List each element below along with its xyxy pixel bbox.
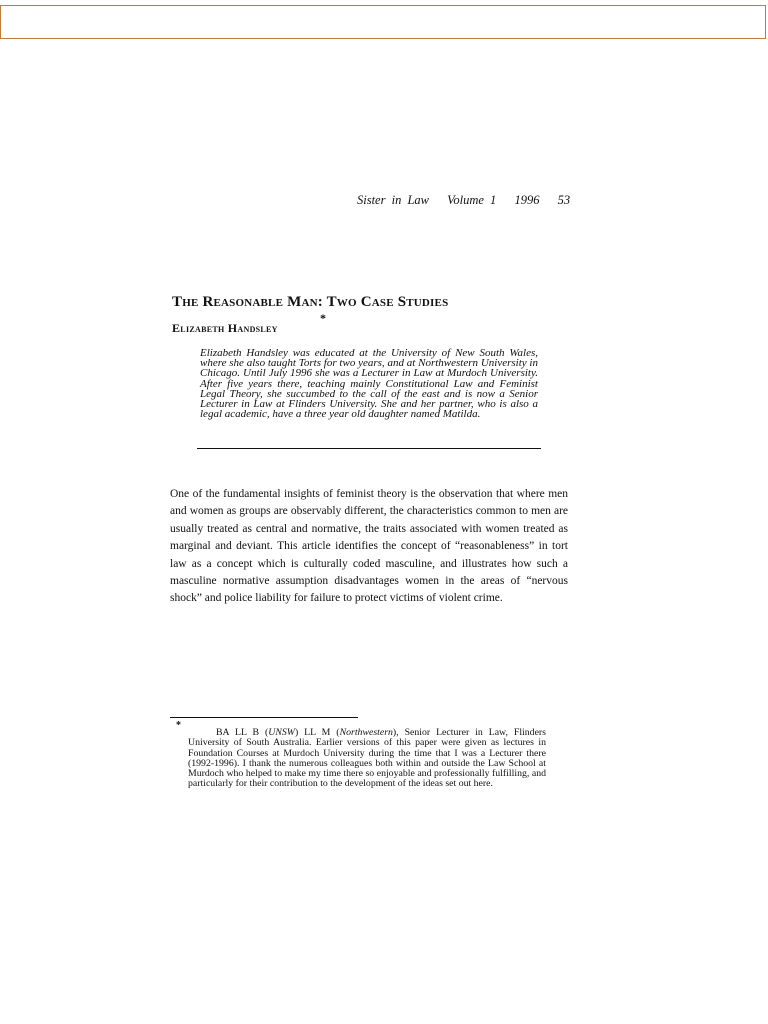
footnote-degrees-prefix: BA LL B ( <box>216 727 269 738</box>
footnote-divider <box>170 717 358 718</box>
volume: Volume 1 <box>447 193 497 207</box>
year: 1996 <box>514 193 540 207</box>
footnote-mark: * <box>176 720 181 731</box>
title-footnote-mark: * <box>320 311 326 325</box>
footnote-northwestern: Northwestern <box>339 727 393 738</box>
article-title: The Reasonable Man: Two Case Studies <box>172 294 449 310</box>
abstract-paragraph: One of the fundamental insights of feminist theory is the observation that where men and women as groups are observably different, the characteristics common to men are usually treated as central and normative, the traits associated with women treated as marginal and deviant. This article identifies the concept of “reasonableness” in tort law as a concept which is culturally coded masculine, and illustrates how such a masculine normative assumption disadvantages women in the areas of “nervous shock” and police liability for failure to protect victims of violent crime. <box>170 488 568 605</box>
top-frame-bar <box>0 5 766 39</box>
footnote-text: ), Senior Lecturer in Law, Flinders University of South Australia. Earlier versions of this paper were given as lectures in Foundation Courses at Murdoch University during the time that I was a Lecturer there (1992-1996). I thank the numerous colleagues both within and outside the Law School at Murdoch who helped to make my time there so enjoyable and professionally fulfilling, and particularly for their contribution to the development of the ideas set out here. <box>188 727 546 790</box>
page-number: 53 <box>557 193 571 207</box>
author-bio: Elizabeth Handsley was educated at the University of New South Wales, where she also taught Torts for two years, and at Northwestern University in Chicago. Until July 1996 she was a Lecturer in Law at Murdoch University. After five years there, teaching mainly Constitutional Law and Feminist Legal Theory, she succumbed to the call of the east and is now a Senior Lecturer in Law at Flinders University. She and her partner, who is also a legal academic, have a three year old daughter named Matilda. <box>200 347 538 421</box>
running-head <box>357 193 570 208</box>
author-name: Elizabeth Handsley <box>172 321 278 335</box>
journal-name: Sister in Law <box>357 193 429 207</box>
footnote-degrees-middle: ) LL M ( <box>294 727 340 738</box>
bio-divider <box>197 448 541 449</box>
footnote <box>188 728 546 790</box>
footnote-unsw: UNSW <box>268 727 295 738</box>
